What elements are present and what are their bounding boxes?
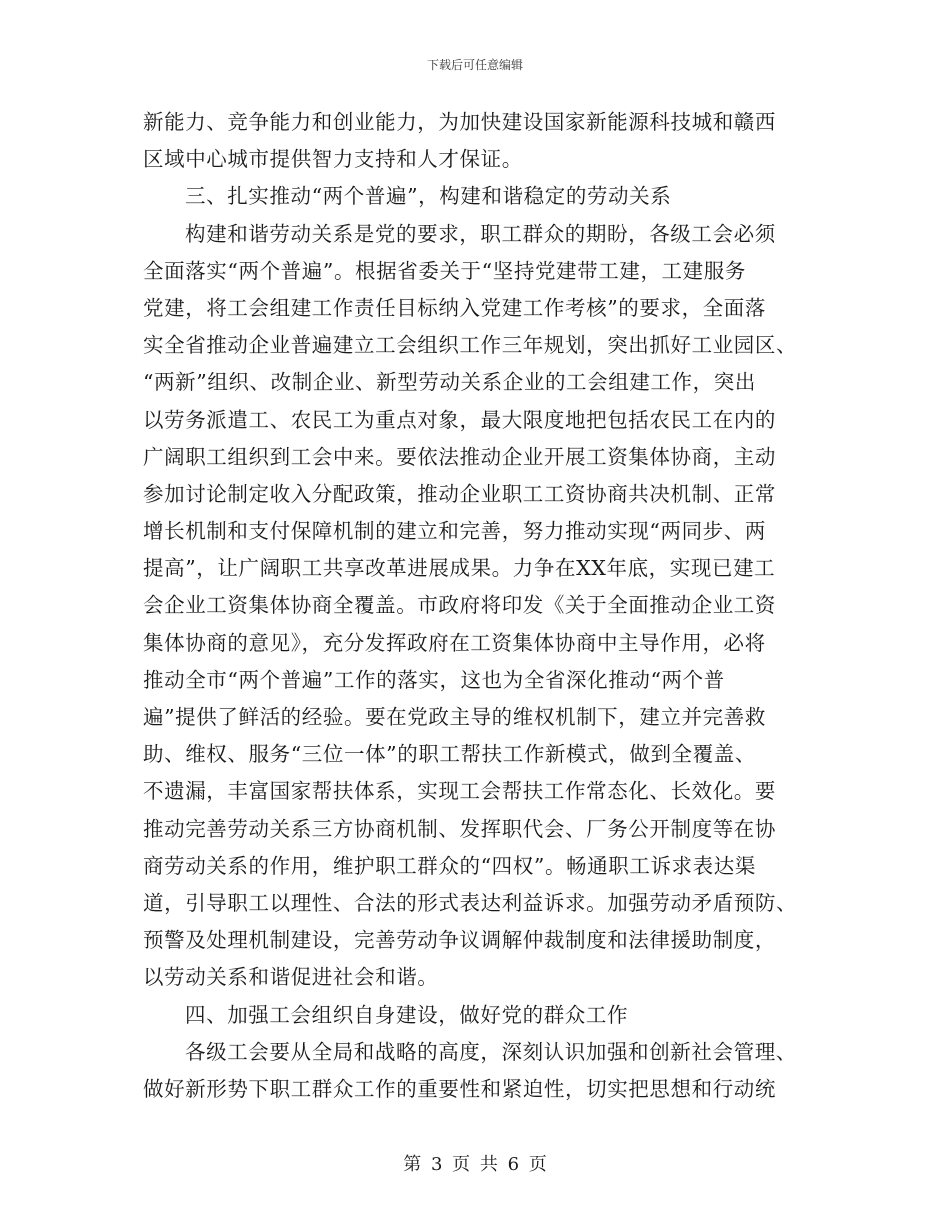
body-line: 预警及处理机制建设，完善劳动争议调解仲裁制度和法律援助制度，: [143, 928, 776, 953]
section-heading: 四、加强工会组织自身建设，做好党的群众工作: [185, 1002, 629, 1027]
body-line: 道，引导职工以理性、合法的形式表达利益诉求。加强劳动矛盾预防、: [143, 890, 798, 915]
body-line: 区域中心城市提供智力支持和人才保证。: [143, 147, 523, 172]
body-line: 会企业工资集体协商全覆盖。市政府将印发《关于全面推动企业工资: [143, 593, 776, 618]
body-line: 以劳务派遣工、农民工为重点对象，最大限度地把包括农民工在内的: [143, 407, 776, 432]
document-body: [143, 104, 808, 1108]
body-line: 助、维权、服务“三位一体”的职工帮扶工作新模式，做到全覆盖、: [143, 742, 756, 767]
paragraph-start: 各级工会要从全局和战略的高度，深刻认识加强和创新社会管理、: [185, 1039, 797, 1064]
body-line: 集体协商的意见》，充分发挥政府在工资集体协商中主导作用，必将: [143, 630, 766, 655]
section-heading: 三、扎实推动“两个普遍”，构建和谐稳定的劳动关系: [185, 184, 672, 209]
body-line: 推动完善劳动关系三方协商机制、发挥职代会、厂务公开制度等在协: [143, 816, 776, 841]
body-line: 以劳动关系和谐促进社会和谐。: [143, 965, 439, 990]
body-line: 全面落实“两个普遍”。根据省委关于“坚持党建带工建，工建服务: [143, 258, 746, 283]
paragraph-start: 构建和谐劳动关系是党的要求，职工群众的期盼，各级工会必须: [185, 221, 776, 246]
page-number-footer: 第 3 页 共 6 页: [403, 1154, 547, 1175]
body-line: 做好新形势下职工群众工作的重要性和紧迫性，切实把思想和行动统: [143, 1076, 776, 1101]
body-line: 实全省推动企业普遍建立工会组织工作三年规划，突出抓好工业园区、: [143, 333, 798, 358]
body-line: 提高”，让广阔职工共享改革进展成果。力争在XX年底，实现已建工: [143, 556, 776, 581]
body-line: 遍”提供了鲜活的经验。要在党政主导的维权机制下，建立并完善救: [143, 705, 766, 729]
body-line: 广阔职工组织到工会中来。要依法推动企业开展工资集体协商，主动: [143, 444, 776, 469]
page-header: 下载后可任意编辑: [426, 58, 523, 72]
body-line: 商劳动关系的作用，维护职工群众的“四权”。畅通职工诉求表达渠: [143, 853, 756, 878]
body-line: 推动全市“两个普遍”工作的落实，这也为全省深化推动“两个普: [143, 667, 725, 692]
body-line: 新能力、竞争能力和创业能力，为加快建设国家新能源科技城和赣西: [143, 110, 776, 134]
body-line: 党建，将工会组建工作责任目标纳入党建工作考核”的要求，全面落: [143, 295, 766, 320]
body-line: 参加讨论制定收入分配政策，推动企业职工工资协商共决机制、正常: [143, 481, 776, 506]
body-line: “两新”组织、改制企业、新型劳动关系企业的工会组建工作，突出: [143, 370, 756, 395]
body-line: 增长机制和支付保障机制的建立和完善，努力推动实现“两同步、两: [143, 519, 766, 544]
body-line: 不遗漏，丰富国家帮扶体系，实现工会帮扶工作常态化、长效化。要: [143, 779, 776, 804]
